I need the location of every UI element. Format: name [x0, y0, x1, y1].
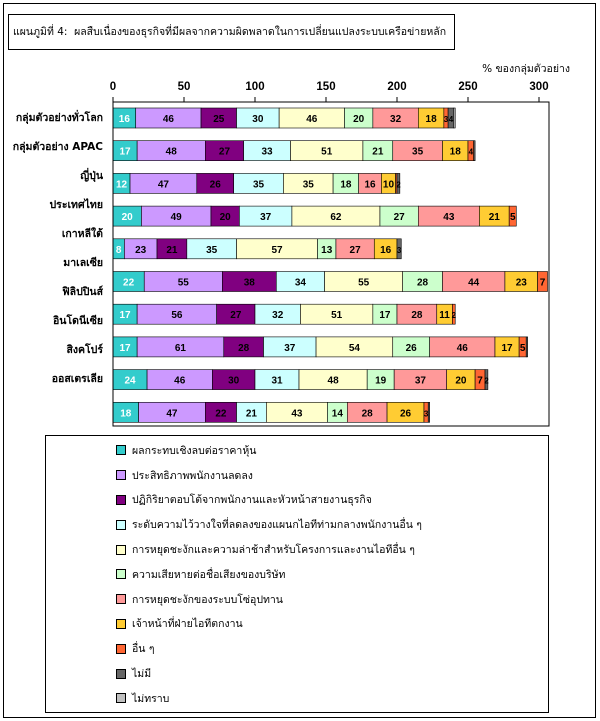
bar-row — [113, 239, 402, 259]
legend-item — [46, 612, 548, 637]
legend-swatch — [116, 594, 126, 604]
x-tick-label: 150 — [316, 81, 336, 93]
data-label: 17 — [119, 146, 131, 158]
legend-swatch — [116, 644, 126, 654]
data-label: 10 — [382, 179, 395, 191]
legend-label: อื่น ๆ — [132, 643, 155, 656]
data-label: 22 — [215, 408, 227, 420]
data-label: 47 — [157, 179, 169, 191]
bar-row — [113, 272, 548, 292]
data-label: 26 — [209, 179, 221, 191]
legend-label: เจ้าหน้าที่ฝ่ายไอทีตกงาน — [132, 618, 243, 631]
data-label: 21 — [372, 146, 384, 158]
data-label: 5 — [509, 212, 516, 224]
legend-swatch — [116, 520, 126, 530]
data-label: 22 — [123, 277, 135, 289]
data-label: 61 — [174, 342, 187, 354]
data-label: 11 — [439, 310, 450, 322]
data-label: 23 — [135, 244, 147, 256]
legend-item — [46, 512, 548, 537]
data-label: 12 — [115, 179, 128, 191]
data-label: 25 — [213, 114, 225, 125]
bar-row — [113, 337, 528, 357]
data-label: 14 — [331, 408, 343, 420]
data-label: 27 — [218, 146, 231, 158]
data-label: 32 — [272, 310, 284, 322]
data-label: 49 — [170, 212, 182, 224]
legend-label: ปฏิกิริยาตอบโต้จากพนักงานและหัวหน้าสายงานธุรกิจ — [132, 494, 372, 507]
data-label: 7 — [539, 277, 546, 289]
chart-title: แผนภูมิที่ 4: ผลสืบเนื่องของธุรกิจที่มีผลจากความผิดพลาดในการเปลี่ยนแปลงระบบเครือข่ายหลัก — [8, 14, 455, 50]
data-label: 20 — [219, 212, 231, 224]
data-label: 46 — [456, 342, 468, 354]
data-label: 23 — [515, 277, 527, 289]
legend-label: การหยุดชะงักของระบบโซ่อุปทาน — [132, 593, 283, 606]
legend-swatch — [116, 470, 126, 480]
category-label: กลุ่มตัวอย่างทั่วโลก — [15, 112, 103, 124]
data-label: 7 — [477, 375, 483, 387]
legend-item — [46, 438, 548, 463]
data-label: 3 — [423, 409, 429, 419]
category-label: สิงคโปร์ — [66, 344, 103, 356]
bar-row — [113, 206, 516, 226]
x-tick-label: 100 — [245, 81, 265, 93]
x-tick-label: 300 — [529, 81, 549, 93]
legend-swatch — [116, 669, 126, 679]
data-label: 62 — [330, 212, 342, 224]
data-label: 46 — [174, 375, 186, 387]
data-label: 28 — [411, 310, 423, 322]
data-label: 30 — [228, 375, 240, 387]
x-axis-title: % ของกลุ่มตัวอย่าง — [482, 63, 570, 75]
data-label: 16 — [380, 244, 392, 256]
category-label: ประเทศไทย — [49, 199, 103, 211]
category-label: ฟิลิปปินส์ — [62, 286, 103, 298]
bar-segment — [428, 402, 429, 422]
data-label: 5 — [519, 342, 526, 354]
data-label: 33 — [261, 146, 273, 158]
bars — [113, 108, 548, 422]
data-label: 34 — [294, 277, 307, 289]
legend-swatch — [116, 693, 126, 703]
data-label: 37 — [414, 375, 426, 387]
data-label: 48 — [327, 375, 339, 387]
data-label: 28 — [238, 342, 250, 354]
data-label: 47 — [166, 408, 178, 420]
bar-segment — [454, 108, 455, 128]
data-label: 16 — [118, 114, 130, 125]
data-label: 38 — [243, 277, 255, 289]
data-label: 43 — [443, 212, 455, 224]
legend-swatch — [116, 619, 126, 629]
data-label: 54 — [348, 342, 360, 354]
data-label: 17 — [501, 342, 513, 354]
data-label: 20 — [121, 212, 133, 224]
legend-label: ระดับความไว้วางใจที่ลดลงของแผนกไอทีท่ามกลางพนักงานอื่น ๆ — [132, 519, 422, 532]
data-label: 20 — [353, 114, 365, 125]
data-label: 57 — [271, 244, 283, 256]
data-label: 28 — [416, 277, 429, 289]
category-label: มาเลเซีย — [63, 257, 103, 269]
x-tick-label: 200 — [387, 81, 407, 93]
data-label: 44 — [468, 277, 480, 289]
data-label: 17 — [119, 310, 131, 322]
data-label: 13 — [321, 244, 333, 256]
data-label: 27 — [393, 212, 405, 224]
legend-item — [46, 661, 548, 686]
legend-item — [46, 488, 548, 513]
x-tick-label: 0 — [109, 81, 117, 93]
category-label: อินโดนีเซีย — [53, 315, 103, 327]
data-label: 24 — [124, 375, 136, 387]
data-label: 30 — [252, 114, 264, 125]
category-label: ญี่ปุ่น — [80, 170, 103, 182]
bar-row — [113, 370, 489, 390]
data-label: 32 — [390, 114, 402, 125]
data-label: 2 — [484, 376, 489, 386]
x-tick-label: 250 — [458, 81, 478, 93]
data-label: 17 — [379, 310, 391, 322]
data-label: 19 — [375, 375, 387, 387]
x-tick-label: 50 — [177, 81, 191, 93]
legend-label: ผลกระทบเชิงลบต่อราคาหุ้น — [132, 444, 257, 457]
data-label: 55 — [358, 277, 370, 289]
bar-row — [113, 304, 457, 324]
legend-swatch — [116, 445, 126, 455]
legend-label: ไม่ทราบ — [132, 692, 170, 705]
data-label: 35 — [302, 179, 314, 191]
data-label: 18 — [449, 146, 461, 158]
data-label: 46 — [306, 114, 318, 125]
data-label: 4 — [448, 115, 454, 124]
data-label: 18 — [120, 408, 132, 420]
data-label: 18 — [340, 179, 352, 191]
bar-row — [113, 173, 401, 193]
data-label: 17 — [119, 342, 131, 354]
data-label: 3 — [396, 245, 402, 255]
category-label: กลุ่มตัวอย่าง APAC — [12, 141, 103, 153]
bar-segment — [526, 337, 527, 357]
data-label: 48 — [165, 146, 177, 158]
legend-label: ความเสียหายต่อชื่อเสียงของบริษัท — [132, 568, 286, 581]
data-label: 18 — [425, 114, 437, 125]
bar-row — [113, 108, 455, 128]
data-label: 8 — [115, 244, 122, 256]
legend — [45, 435, 549, 713]
data-label: 3 — [443, 115, 449, 124]
data-label: 27 — [349, 244, 361, 256]
data-label: 26 — [405, 342, 417, 354]
data-label: 27 — [230, 310, 242, 322]
data-label: 35 — [412, 146, 424, 158]
legend-label: ไม่มี — [132, 668, 152, 681]
bar-segment — [474, 141, 475, 161]
legend-label: ประสิทธิภาพพนักงานลดลง — [132, 469, 253, 482]
legend-swatch — [116, 545, 126, 555]
legend-swatch — [116, 495, 126, 505]
data-label: 2 — [451, 311, 457, 321]
legend-label: การหยุดชะงักและความล่าช้าสำหรับโครงการและงานไอทีอื่น ๆ — [132, 544, 415, 557]
bar-row — [113, 141, 475, 161]
data-label: 37 — [284, 342, 296, 354]
legend-item — [46, 463, 548, 488]
legend-item — [46, 686, 548, 711]
legend-item — [46, 562, 548, 587]
data-label: 2 — [396, 180, 401, 190]
data-label: 55 — [177, 277, 189, 289]
data-label: 21 — [166, 244, 178, 256]
data-label: 43 — [291, 408, 303, 420]
data-label: 35 — [206, 244, 218, 256]
data-label: 4 — [468, 147, 474, 157]
category-labels — [13, 109, 104, 385]
data-label: 26 — [399, 408, 412, 420]
data-label: 31 — [271, 375, 283, 387]
data-label: 37 — [260, 212, 272, 224]
legend-swatch — [116, 569, 126, 579]
data-label: 20 — [455, 375, 467, 387]
legend-item — [46, 587, 548, 612]
data-label: 35 — [252, 179, 265, 191]
bar-row — [113, 402, 430, 422]
data-label: 16 — [364, 179, 376, 191]
legend-item — [46, 537, 548, 562]
legend-item — [46, 636, 548, 661]
data-label: 51 — [321, 146, 333, 158]
category-label: เกาหลีใต้ — [61, 228, 103, 240]
data-label: 46 — [162, 114, 174, 125]
data-label: 28 — [361, 408, 373, 420]
data-label: 21 — [245, 408, 258, 420]
x-axis — [110, 81, 549, 102]
data-label: 21 — [488, 212, 500, 224]
data-label: 56 — [171, 310, 183, 322]
data-label: 51 — [331, 310, 343, 322]
category-label: ออสเตรเลีย — [51, 373, 103, 385]
